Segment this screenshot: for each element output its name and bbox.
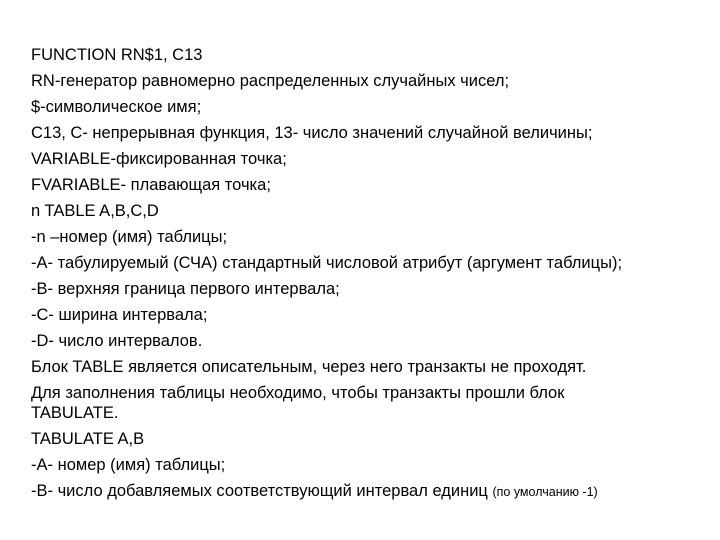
text-line: -D- число интервалов. [31, 332, 203, 350]
text-line: Для заполнения таблицы необходимо, чтобы транзакты прошли блок [31, 384, 565, 402]
text-line-main: -B- число добавляемых соответствующий интервал единиц [31, 482, 493, 500]
text-line: TABULATE. [31, 404, 119, 422]
text-line: FUNCTION RN$1, C13 [31, 46, 203, 64]
slide-text-block [31, 45, 691, 507]
text-line: -n –номер (имя) таблицы; [31, 228, 228, 246]
text-line: RN-генератор равномерно распределенных случайных чисел; [31, 72, 510, 90]
text-line: VARIABLE-фиксированная точка; [31, 150, 287, 168]
text-line: -B- верхняя граница первого интервала; [31, 280, 340, 298]
text-line: TABULATE A,B [31, 430, 145, 448]
text-line: -C- ширина интервала; [31, 306, 208, 324]
text-line: $-символическое имя; [31, 98, 202, 116]
text-line: -A- номер (имя) таблицы; [31, 456, 226, 474]
text-line: C13, C- непрерывная функция, 13- число значений случайной величины; [31, 124, 593, 142]
text-line: FVARIABLE- плавающая точка; [31, 176, 271, 194]
text-line: -A- табулируемый (СЧА) стандартный числовой атрибут (аргумент таблицы); [31, 254, 623, 272]
text-line: n TABLE A,B,C,D [31, 202, 159, 220]
text-line: Блок TABLE является описательным, через него транзакты не проходят. [31, 358, 587, 376]
text-line-last [31, 481, 691, 507]
default-value-note: (по умолчанию -1) [492, 485, 598, 499]
